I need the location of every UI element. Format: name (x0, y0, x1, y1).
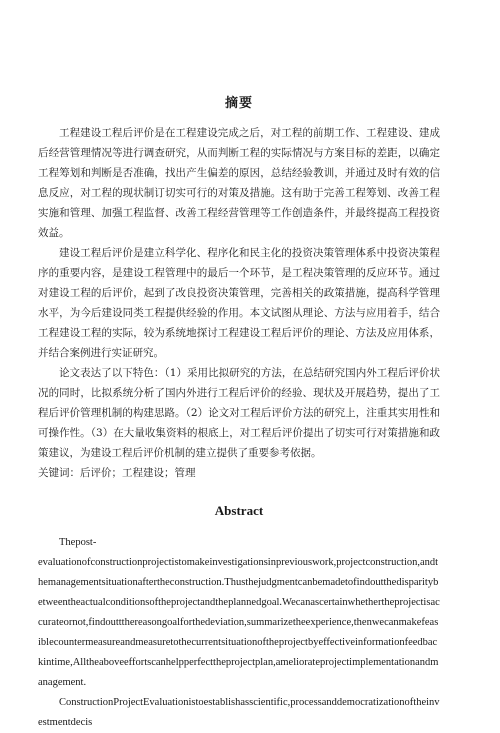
chinese-keywords: 关键词：后评价；工程建设；管理 (38, 467, 196, 479)
english-abstract-paragraph-2: ConstructionProjectEvaluationistoestablishasscientific,processanddemocratizationoftheinvestmentdecis (38, 697, 440, 728)
english-abstract-lead: Thepost- (59, 537, 97, 548)
english-abstract-paragraph-1: evaluationofconstructionprojectistomakeinvestigationsinpreviouswork,projectconstruction,andthemanagementsituationaftertheconstruction.Thusthejudgmentcanbemadetofindoutthedisparitybetweentheactualconditionsoftheprojectandtheplannedgoal.Wecanascertainwhethertheprojectisaccurateornot,findouttthereasongoalforthedeviation,summarizetheexperience,thenwecanmakefeasiblecountermeasureandmeasuretothecurrentsituationoftheprojectbyeffectiveinformationfeedbackintime,Alltheaboveeffortscanhelpperfecttheprojectplan,ameliorateprojectimplementationandmanagement. (38, 557, 440, 688)
chinese-abstract-paragraph-2: 建设工程后评价是建立科学化、程序化和民主化的投资决策管理体系中投资决策程序的重要内容，是建设工程管理中的最后一个环节，是工程决策管理的反应环节。通过对建设工程的后评价，起到了改良投资决策管理，完善相关的政策措施，提高科学管理水平，为今后建设同类工程提供经验的作用。本文试图从理论、方法与应用着手，结合工程建设工程的实际，较为系统地探讨工程建设工程后评价的理论、方法及应用体系，并结合案例进行实证研究。 (38, 247, 440, 359)
chinese-abstract-paragraph-3: 论文表达了以下特色：（1）采用比拟研究的方法，在总结研究国内外工程后评价状况的同时，比拟系统分析了国内外进行工程后评价的经验、现状及开展趋势，提出了工程后评价管理机制的构建思路。（2）论文对工程后评价方法的研究上，注重其实用性和可操作性。（3）在大量收集资料的根底上，对工程后评价提出了切实可行对策措施和政策建议，为建设工程后评价机制的建立提供了重要参考依据。 (38, 367, 440, 459)
chinese-abstract-paragraph-1: 工程建设工程后评价是在工程建设完成之后，对工程的前期工作、工程建设、建成后经营管理情况等进行调查研究，从而判断工程的实际情况与方案目标的差距，以确定工程筹划和判断是否准确，找出产生偏差的原因，总结经验教训，并通过及时有效的信息反应，对工程的现状制订切实可行的对策及措施。这有助于完善工程筹划、改善工程实施和管理、加强工程监督、改善工程经营管理等工作创造条件，并最终提高工程投资效益。 (38, 127, 440, 239)
chinese-abstract-title: 摘要 (224, 96, 253, 111)
english-abstract-title: Abstract (214, 503, 264, 518)
